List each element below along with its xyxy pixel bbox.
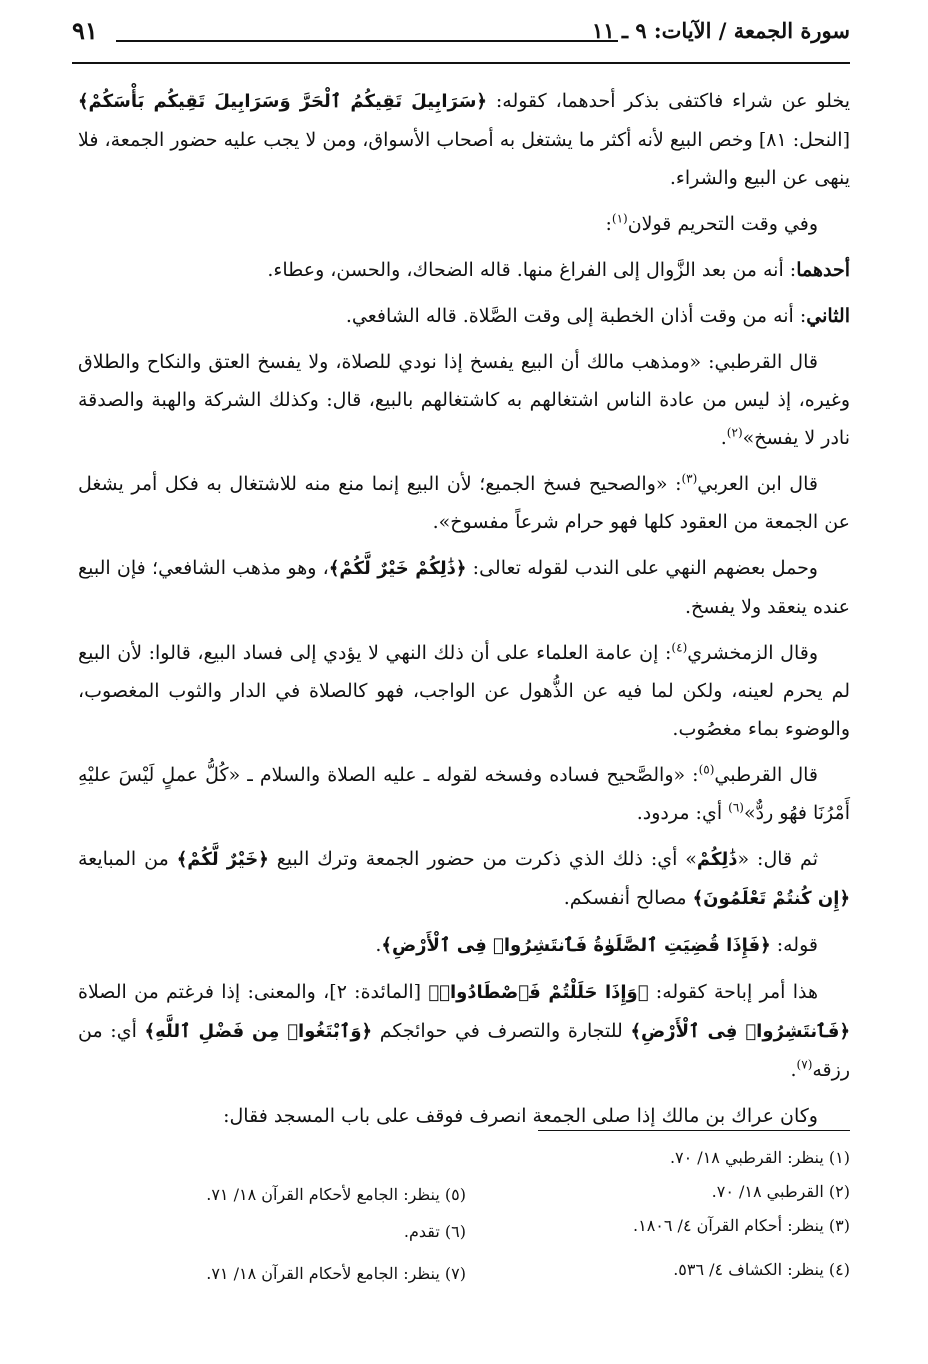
quran-quote: ﴿فَإِذَا قُضِيَتِ ٱلصَّلَوٰةُ فَٱنتَشِرُوا۟ فِى ٱلْأَرْضِ﴾ (381, 935, 771, 956)
footnote-ref: (٥) (698, 762, 715, 777)
footnote-ref: (٦) (728, 800, 744, 815)
quran-quote: ﴿خَيْرٌ لَّكُمْ﴾ (176, 849, 269, 870)
paragraph-7: وحمل بعضهم النهي على الندب لقوله تعالى: ﴿ذَٰلِكُمْ خَيْرٌ لَّكُمْ﴾، وهو مذهب الشافعي؛ فإن البيع عنده ينعقد ولا يفسخ. (78, 557, 850, 618)
footnote-1: (١) ينظر: القرطبي ١٨/ ٧٠. (669, 1148, 850, 1167)
footnote-5: (٥) ينظر: الجامع لأحكام القرآن ١٨/ ٧١. (206, 1185, 466, 1204)
header-rule (116, 40, 618, 42)
paragraph-4: الثاني: أنه من وقت أذان الخطبة إلى وقت الصَّلاة. قاله الشافعي. (345, 305, 850, 327)
quran-quote: ﴿فَٱنتَشِرُوا۟ فِى ٱلْأَرْضِ﴾ (630, 1021, 851, 1042)
paragraph-8: وقال الزمخشري$^{(٤)}$: إن عامة العلماء على أن ذلك النهي لا يؤدي إلى فساد البيع، قالوا: لأن البيع لم يحرم لعينه، ولكن لما فيه عن الذُّهول عن الواجب، فهو كالصلاة في الدار والثوب المغصوب، والوضوء بماء مغصُوب. (78, 640, 850, 740)
footnote-ref: (٢) (726, 425, 743, 440)
paragraph-2: وفي وقت التحريم قولان$^{(١)}$: (605, 211, 818, 235)
quran-quote: ﴿سَرَابِيلَ تَقِيكُمُ ٱلْحَرَّ وَسَرَابِيلَ تَقِيكُم بَأْسَكُمْ﴾ (78, 91, 487, 112)
main-text (78, 82, 850, 1143)
footnote-ref: (٤) (671, 640, 688, 655)
paragraph-9: قال القرطبي$^{(٥)}$: «والصَّحيح فساده وفسخه لقوله ـ عليه الصلاة والسلام ـ «كُلُّ عملٍ لَيْسَ عليْهِ أَمْرُنَا فهُو ردٌّ»$^{(٦)}$ أي: مردود. (78, 762, 850, 824)
paragraph-6: قال ابن العربي$^{(٣)}$: «والصحيح فسخ الجميع؛ لأن البيع إنما منع منه للاشتغال به فكل أمر يشغل عن الجمعة من العقود كلها فهو حرام شرعاً مفسوخ». (78, 471, 850, 533)
footnote-4: (٤) ينظر: الكشاف ٤/ ٥٣٦. (673, 1260, 850, 1279)
footnote-6: (٦) تقدم. (403, 1222, 466, 1241)
quran-quote: ﴿ذَٰلِكُمْ خَيْرٌ لَّكُمْ﴾ (328, 558, 467, 579)
header-title: سورة الجمعة / الآيات: ٩ ـ ١١ (591, 18, 850, 43)
paragraph-5: قال القرطبي: «ومذهب مالك أن البيع يفسخ إذا نودي للصلاة، ولا يفسخ العتق والنكاح والطلاق وغيره، إذ ليس من عادة الناس اشتغالهم به كاشتغالهم بالبيع، قال: وكذلك الشركة والهبة والصدقة نادر لا يفسخ»$^{(٢)}$. (78, 351, 851, 449)
quran-quote: ذَٰلِكُمْ (696, 849, 738, 870)
paragraph-1: يخلو عن شراء فاكتفى بذكر أحدهما، كقوله: ﴿سَرَابِيلَ تَقِيكُمُ ٱلْحَرَّ وَسَرَابِيلَ تَقِيكُم بَأْسَكُمْ﴾ [النحل: ٨١] وخص البيع لأنه أكثر ما يشتغل به أصحاب الأسواق، ومن لا يجب عليه حضور الجمعة، فلا ينهى عن البيع والشراء. (78, 90, 851, 189)
quran-quote: ﴿وَٱبْتَغُوا۟ مِن فَضْلِ ٱللَّهِ﴾ (144, 1021, 373, 1042)
quran-quote: ﴿إِن كُنتُمْ تَعْلَمُونَ﴾ (692, 888, 850, 909)
footnote-ref: (٧) (796, 1057, 813, 1072)
footnote-2: (٢) القرطبي ١٨/ ٧٠. (711, 1182, 850, 1201)
lead-word: الثاني (806, 305, 850, 327)
footnote-3: (٣) ينظر: أحكام القرآن ٤/ ١٨٠٦. (633, 1216, 850, 1235)
lead-word: أحدهما (796, 259, 850, 281)
paragraph-13: وكان عراك بن مالك إذا صلى الجمعة انصرف فوقف على باب المسجد فقال: (223, 1105, 818, 1127)
paragraph-10: ثم قال: «ذَٰلِكُمْ» أي: ذلك الذي ذكرت من حضور الجمعة وترك البيع ﴿خَيْرٌ لَّكُمْ﴾ من المبايعة ﴿إِن كُنتُمْ تَعْلَمُونَ﴾ مصالح أنفسكم. (78, 848, 850, 909)
footnote-7: (٧) ينظر: الجامع لأحكام القرآن ١٨/ ٧١. (206, 1264, 466, 1283)
paragraph-12: هذا أمر إباحة كقوله: ﴿وَإِذَا حَلَلْتُمْ فَٱصْطَادُوا۟﴾ [المائدة: ٢]، والمعنى: إذا فرغتم من الصلاة ﴿فَٱنتَشِرُوا۟ فِى ٱلْأَرْضِ﴾ للتجارة والتصرف في حوائجكم ﴿وَٱبْتَغُوا۟ مِن فَضْلِ ٱللَّهِ﴾ أي: من رزقه$^{(٧)}$. (78, 981, 851, 1081)
header-divider (72, 62, 850, 64)
page-number: ٩١ (72, 16, 98, 45)
paragraph-11: قوله: ﴿فَإِذَا قُضِيَتِ ٱلصَّلَوٰةُ فَٱنتَشِرُوا۟ فِى ٱلْأَرْضِ﴾. (375, 934, 818, 956)
footnote-ref: (١) (611, 211, 628, 226)
quran-quote: ﴿وَإِذَا حَلَلْتُمْ فَٱصْطَادُوا۟﴾ (428, 982, 649, 1003)
footnote-divider (538, 1130, 850, 1131)
footnote-ref: (٣) (681, 471, 698, 486)
paragraph-3: أحدهما: أنه من بعد الزَّوال إلى الفراغ منها. قاله الضحاك، والحسن، وعطاء. (267, 259, 850, 281)
running-header (72, 18, 850, 58)
